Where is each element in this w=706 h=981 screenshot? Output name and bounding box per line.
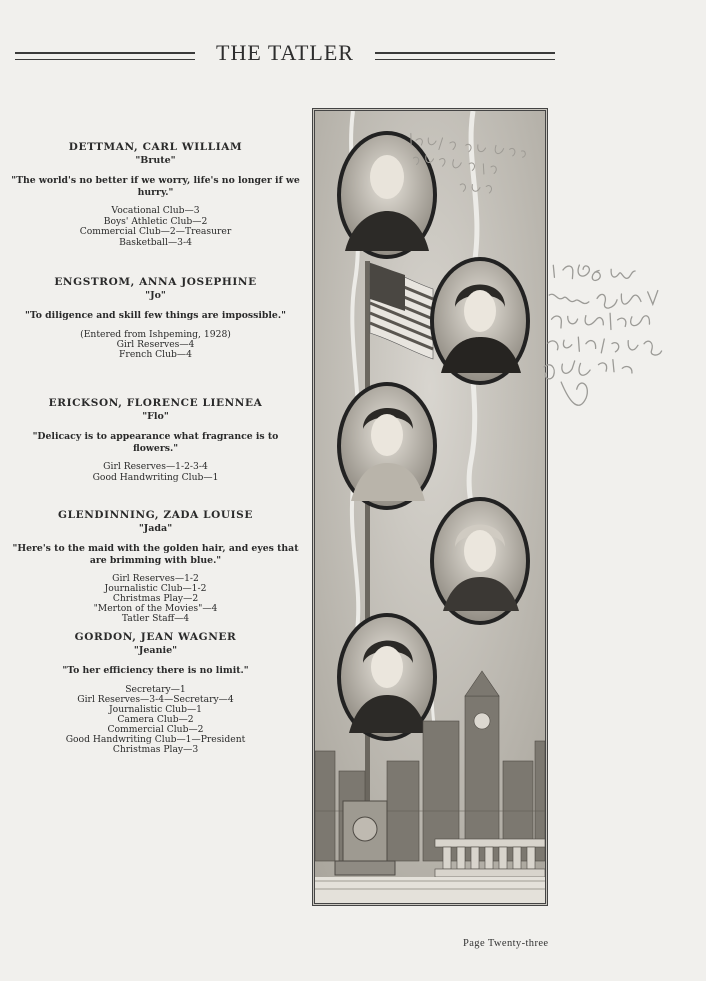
activity-item: Girl Reserves—1-2-3-4 [103,461,208,472]
header-rule-left [15,52,195,60]
portrait-photo [337,613,437,741]
activity-item: Boys' Athletic Club—2 [103,215,208,227]
activity-list [8,206,303,248]
student-note: (Entered from Ishpeming, 1928) [80,328,231,340]
monument-base [335,801,395,875]
activity-item: Christmas Play—3 [112,743,199,755]
student-nickname: "Jeanie" [133,645,178,656]
student-nickname: "Jo" [145,290,166,301]
activity-item: Commercial Club—2 [107,723,204,735]
activity-item: Tatler Staff—4 [121,613,190,624]
activity-item: Journalistic Club—1 [108,703,202,715]
student-quote: "Delicacy is to appearance what fragrance is to flowers." [32,431,279,454]
activity-list [8,685,303,755]
page-number: Page Twenty-three [463,938,549,949]
activity-item: "Merton of the Movies"—4 [93,603,218,614]
senior-entry [8,275,303,361]
senior-entry [8,396,303,483]
activity-item: Basketball—3-4 [119,236,192,248]
header-rule-right [375,52,555,60]
activity-item: Camera Club—2 [117,713,194,725]
student-quote: "The world's no better if we worry, life's no longer if we hurry." [11,175,300,198]
portrait-photo [337,382,437,510]
student-quote: "To her efficiency there is no limit." [62,665,249,676]
student-name: ERICKSON, FLORENCE LIENNEA [48,397,263,409]
student-quote: "Here's to the maid with the golden hair, and eyes that are brimming with blue." [12,543,299,566]
activity-list [8,340,303,361]
portrait-photo [430,257,530,385]
student-name: ENGSTROM, ANNA JOSEPHINE [54,276,257,288]
page-title: THE TATLER [216,40,354,65]
portrait-panel [312,108,548,906]
activity-item: Christmas Play—2 [112,593,199,604]
student-name: GLENDINNING, ZADA LOUISE [58,509,253,521]
page-header [15,40,555,68]
student-nickname: "Brute" [135,155,176,166]
activity-list [8,574,303,624]
panel-illustration [315,111,545,903]
student-name: DETTMAN, CARL WILLIAM [68,141,243,153]
student-quote: "To diligence and skill few things are impossible." [25,310,286,321]
activity-item: Vocational Club—3 [111,205,200,216]
activity-item: Good Handwriting Club—1—President [65,733,246,745]
student-nickname: "Jada" [138,523,173,534]
portrait-photo [430,497,530,625]
activity-item: Good Handwriting Club—1 [92,471,219,483]
activity-list [8,462,303,483]
student-name: GORDON, JEAN WAGNER [74,631,237,643]
activity-item: Journalistic Club—1-2 [104,583,207,594]
activity-item: French Club—4 [119,349,192,360]
senior-entry [8,630,303,755]
student-nickname: "Flo" [142,411,169,422]
senior-entry [8,508,303,624]
handwritten-note [538,255,699,435]
activity-item: Secretary—1 [125,683,186,695]
handwritten-signature [538,255,700,443]
activity-item: Girl Reserves—1-2 [112,573,199,584]
activity-item: Commercial Club—2—Treasurer [79,226,232,237]
senior-entry [8,140,303,248]
activity-item: Girl Reserves—4 [116,338,195,350]
activity-item: Girl Reserves—3-4—Secretary—4 [77,693,234,705]
